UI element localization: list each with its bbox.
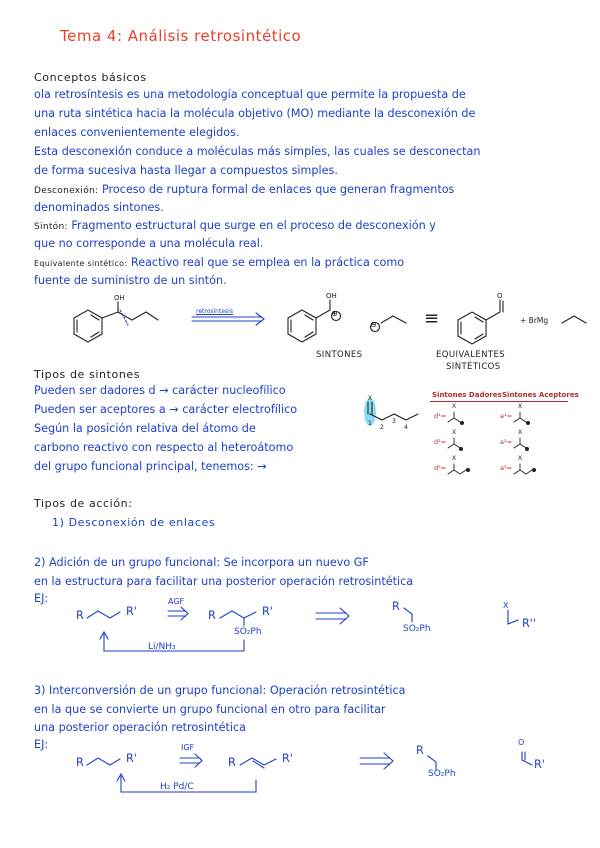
chain-x-label: X — [368, 395, 373, 402]
rp-label: R' — [126, 752, 137, 765]
igf-label: IGF — [181, 743, 195, 752]
retrosynthesis-scheme — [0, 290, 600, 380]
text-line: en la estructura para facilitar una posterior operación retrosintética — [34, 575, 414, 588]
definition-text: Fragmento estructural que surge en el proceso de desconexión y — [71, 219, 436, 232]
row-label-a3: a³= — [500, 464, 513, 472]
label-equivalentes: EQUIVALENTES — [436, 350, 506, 360]
table-header-dadores: Sintones Dadores — [432, 391, 502, 399]
row-label-a2: a²= — [500, 438, 513, 446]
row-label-d1: d¹= — [434, 412, 447, 420]
li-nh3-label: Li/NH₃ — [148, 642, 176, 652]
section-heading-tipos: Tipos de sintones — [34, 368, 141, 381]
accion-item-3-title: 3) Interconversión de un grupo funcional: — [34, 684, 267, 697]
chain-number: 4 — [404, 424, 408, 431]
text-line: una posterior operación retrosintética — [34, 721, 246, 734]
section-heading-conceptos: Conceptos básicos — [34, 71, 147, 84]
text-line: ola retrosíntesis es una metodología conceptual que permite la propuesta de — [34, 88, 466, 101]
section-heading-accion: Tipos de acción: — [34, 497, 133, 510]
so2ph-label: SO₂Ph — [403, 624, 431, 634]
r-label: R — [208, 609, 216, 622]
chain-number: 3 — [392, 418, 396, 425]
r-label: R — [416, 744, 424, 757]
x-label: X — [518, 455, 523, 462]
ej-label: EJ: — [34, 738, 49, 751]
chain-number: 2 — [380, 424, 384, 431]
text-line: denominados sintones. — [34, 201, 164, 214]
r-label: R — [228, 756, 236, 769]
text-line: del grupo funcional principal, tenemos: → — [34, 460, 267, 473]
rp-label: R' — [534, 758, 545, 771]
retrosynthesis-arrow-label: retrosíntesis — [196, 308, 233, 315]
minus-charge: ⊖ — [370, 320, 377, 329]
row-label-d2: d²= — [434, 438, 447, 446]
text-line: Pueden ser dadores d → carácter nucleofílico — [34, 384, 286, 397]
x-label: X — [452, 429, 457, 436]
x-label: X — [452, 403, 457, 410]
table-header-aceptores: Sintones Aceptores — [502, 391, 579, 399]
oh-label: OH — [326, 292, 337, 300]
agf-label: AGF — [168, 597, 185, 606]
agf-scheme — [0, 596, 600, 666]
ej-label: EJ: — [34, 592, 49, 605]
r-label: R — [76, 609, 84, 622]
definition-text: Reactivo real que se emplea en la práctica como — [130, 256, 405, 269]
rp-label: R' — [282, 752, 293, 765]
definition-desconexion — [34, 183, 454, 196]
synthon-table-structures — [430, 402, 570, 492]
igf-scheme — [0, 740, 600, 810]
text-line: enlaces convenientemente elegidos. — [34, 126, 240, 139]
rp-label: R' — [126, 605, 137, 618]
r-label: R — [76, 756, 84, 769]
text-line: una ruta sintética hacia la molécula objetivo (MO) mediante la desconexión de — [34, 107, 476, 120]
row-label-d3: d³= — [434, 464, 447, 472]
text-line: carbono reactivo con respecto al heteroátomo — [34, 441, 294, 454]
page-title: Tema 4: Análisis retrosintético — [60, 27, 302, 45]
so2ph-label: SO₂Ph — [234, 627, 262, 637]
accion-item-2-title: 2) Adición de un grupo funcional: — [34, 556, 221, 569]
accion-item-3 — [34, 684, 405, 697]
accion-item-1: 1) Desconexión de enlaces — [52, 516, 216, 529]
text-line: Según la posición relativa del átomo de — [34, 422, 256, 435]
definition-text: Proceso de ruptura formal de enlaces que generan fragmentos — [101, 183, 455, 196]
accion-item-2 — [34, 556, 369, 569]
definition-sinton — [34, 219, 436, 232]
so2ph-label: SO₂Ph — [428, 769, 456, 779]
carbonyl-o-label: O — [497, 292, 503, 300]
text-line: Pueden ser aceptores a → carácter electrofílico — [34, 403, 298, 416]
equals-sign: ≡ — [424, 308, 440, 329]
definition-equivalente — [34, 256, 404, 269]
term-sinton: Sintón: — [34, 222, 68, 232]
x-label: X — [518, 429, 523, 436]
x-label: X — [452, 455, 457, 462]
row-label-a1: a¹= — [500, 412, 513, 420]
grignard-reagent: + BrMg — [520, 316, 549, 325]
oh-label: OH — [114, 294, 125, 302]
plus-charge: ⊕ — [331, 309, 338, 318]
x-label: X — [518, 403, 523, 410]
label-sintones: SINTONES — [316, 350, 363, 360]
r-label: R — [392, 600, 400, 613]
term-equivalente: Equivalente sintético: — [34, 259, 128, 268]
accion-item-3-text: Operación retrosintética — [266, 684, 406, 697]
text-line: fuente de suministro de un sintón. — [34, 274, 227, 287]
term-desconexion: Desconexión: — [34, 186, 99, 196]
text-line: en la que se convierte un grupo funcional en otro para facilitar — [34, 703, 386, 716]
chain-number: 1 — [368, 420, 372, 427]
accion-item-2-text: Se incorpora un nuevo GF — [220, 556, 369, 569]
x-label: X — [503, 601, 509, 610]
o-label: O — [518, 738, 525, 747]
h2-pdc-label: H₂ Pd/C — [160, 782, 194, 792]
text-line: de forma sucesiva hasta llegar a compuestos simples. — [34, 164, 338, 177]
rp-label: R' — [262, 605, 273, 618]
text-line: Esta desconexión conduce a moléculas más simples, las cuales se desconectan — [34, 145, 481, 158]
label-sinteticos: SINTÉTICOS — [446, 362, 501, 372]
text-line: que no corresponde a una molécula real. — [34, 237, 264, 250]
rpp-label: R'' — [522, 617, 536, 630]
